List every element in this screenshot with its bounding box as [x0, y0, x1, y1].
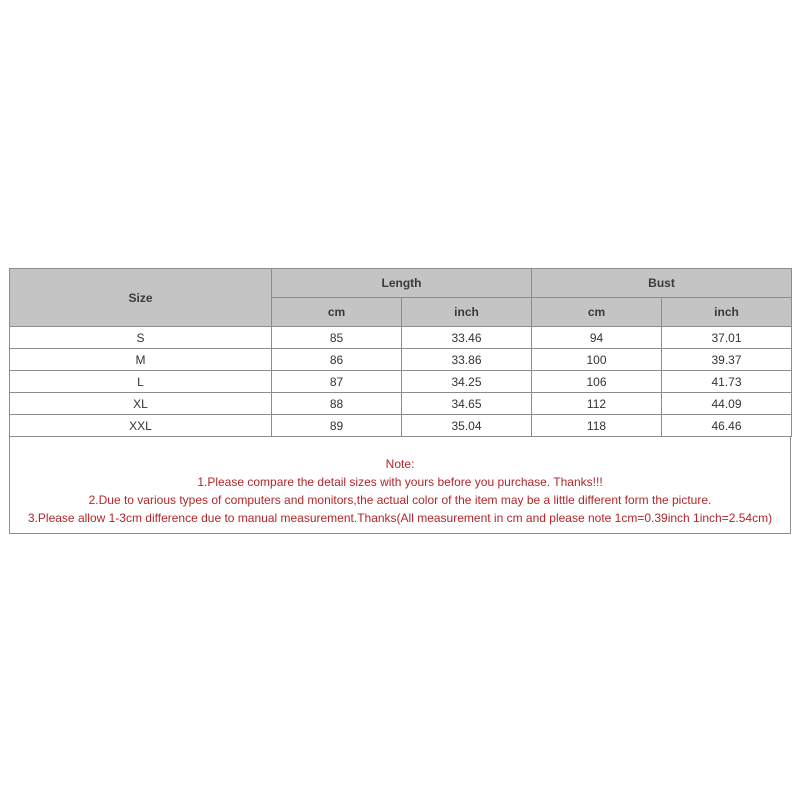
note-line-1: 1.Please compare the detail sizes with yours before you purchase. Thanks!!! [197, 475, 603, 489]
size-cell: XL [10, 393, 272, 415]
table-row [10, 349, 792, 371]
bust-cm-cell: 100 [532, 349, 662, 371]
bust-inch-cell: 39.37 [662, 349, 792, 371]
length-inch-header: inch [402, 298, 532, 327]
bust-inch-cell: 37.01 [662, 327, 792, 349]
size-column-header: Size [10, 269, 272, 327]
length-inch-cell: 34.65 [402, 393, 532, 415]
length-cm-cell: 87 [272, 371, 402, 393]
bust-inch-cell: 44.09 [662, 393, 792, 415]
length-cm-cell: 89 [272, 415, 402, 437]
size-cell: XXL [10, 415, 272, 437]
note-line-2: 2.Due to various types of computers and monitors,the actual color of the item may be a little different form the picture. [88, 493, 712, 507]
bust-inch-header: inch [662, 298, 792, 327]
length-inch-cell: 35.04 [402, 415, 532, 437]
bust-inch-cell: 46.46 [662, 415, 792, 437]
note-title: Note: [385, 457, 415, 471]
bust-inch-cell: 41.73 [662, 371, 792, 393]
length-cm-cell: 86 [272, 349, 402, 371]
size-cell: L [10, 371, 272, 393]
length-cm-header: cm [272, 298, 402, 327]
table-header-row [10, 269, 792, 298]
length-inch-cell: 33.86 [402, 349, 532, 371]
length-cm-cell: 85 [272, 327, 402, 349]
bust-cm-header: cm [532, 298, 662, 327]
length-group-header: Length [272, 269, 532, 298]
bust-cm-cell: 112 [532, 393, 662, 415]
table-row [10, 327, 792, 349]
table-row [10, 393, 792, 415]
length-cm-cell: 88 [272, 393, 402, 415]
size-cell: S [10, 327, 272, 349]
bust-group-header: Bust [532, 269, 792, 298]
bust-cm-cell: 118 [532, 415, 662, 437]
bust-cm-cell: 94 [532, 327, 662, 349]
size-cell: M [10, 349, 272, 371]
length-inch-cell: 34.25 [402, 371, 532, 393]
size-chart [9, 268, 791, 534]
size-table [9, 268, 792, 437]
length-inch-cell: 33.46 [402, 327, 532, 349]
note-line-3: 3.Please allow 1-3cm difference due to manual measurement.Thanks(All measurement in cm and please note 1cm=0.39inch 1inch=2.54cm) [27, 511, 773, 525]
table-row [10, 371, 792, 393]
bust-cm-cell: 106 [532, 371, 662, 393]
table-row [10, 415, 792, 437]
note-box [9, 437, 791, 534]
